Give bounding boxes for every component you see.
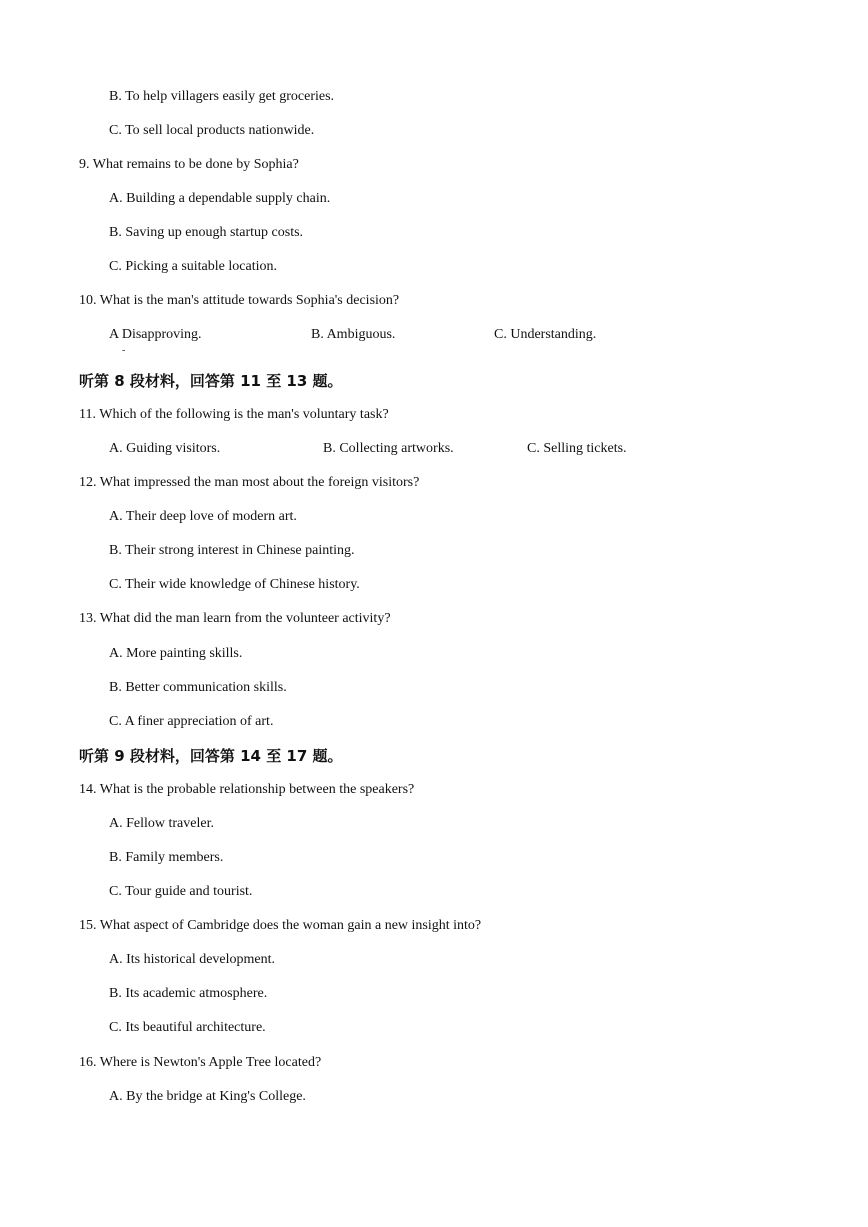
q14-option-c: C. Tour guide and tourist. <box>109 884 253 899</box>
q14-option-b: B. Family members. <box>109 850 224 865</box>
q12-option-b: B. Their strong interest in Chinese painting. <box>109 543 355 558</box>
q10-option-a: A Disapproving. <box>109 327 202 342</box>
question-16: 16. Where is Newton's Apple Tree located? <box>79 1055 322 1070</box>
q9-option-b: B. Saving up enough startup costs. <box>109 225 304 240</box>
question-9: 9. What remains to be done by Sophia? <box>79 157 299 172</box>
q13-option-b: B. Better communication skills. <box>109 680 287 695</box>
question-12: 12. What impressed the man most about the foreign visitors? <box>79 475 420 490</box>
q15-option-c: C. Its beautiful architecture. <box>109 1020 266 1035</box>
q15-option-b: B. Its academic atmosphere. <box>109 986 268 1001</box>
q10-option-c: C. Understanding. <box>494 327 597 342</box>
question-10: 10. What is the man's attitude towards Sophia's decision? <box>79 293 400 308</box>
section-heading-9: 听第 9 段材料，回答第 14 至 17 题。 <box>79 747 343 765</box>
q11-option-b: B. Collecting artworks. <box>323 441 454 456</box>
q8-option-c: C. To sell local products nationwide. <box>109 123 315 138</box>
q12-option-a: A. Their deep love of modern art. <box>109 509 297 524</box>
q15-option-a: A. Its historical development. <box>109 952 276 967</box>
tick-mark: - <box>122 345 126 356</box>
q11-option-a: A. Guiding visitors. <box>109 441 221 456</box>
question-11: 11. Which of the following is the man's voluntary task? <box>79 407 389 422</box>
q9-option-c: C. Picking a suitable location. <box>109 259 277 274</box>
q12-option-c: C. Their wide knowledge of Chinese history. <box>109 577 360 592</box>
section-heading-8: 听第 8 段材料，回答第 11 至 13 题。 <box>79 372 343 390</box>
question-14: 14. What is the probable relationship between the speakers? <box>79 782 415 797</box>
q11-option-c: C. Selling tickets. <box>527 441 627 456</box>
q13-option-c: C. A finer appreciation of art. <box>109 714 274 729</box>
q16-option-a: A. By the bridge at King's College. <box>109 1089 306 1104</box>
q13-option-a: A. More painting skills. <box>109 646 243 661</box>
q8-option-b: B. To help villagers easily get groceries. <box>109 89 335 104</box>
question-15: 15. What aspect of Cambridge does the woman gain a new insight into? <box>79 918 482 933</box>
q9-option-a: A. Building a dependable supply chain. <box>109 191 331 206</box>
q14-option-a: A. Fellow traveler. <box>109 816 214 831</box>
question-13: 13. What did the man learn from the volunteer activity? <box>79 611 391 626</box>
q10-option-b: B. Ambiguous. <box>311 327 396 342</box>
